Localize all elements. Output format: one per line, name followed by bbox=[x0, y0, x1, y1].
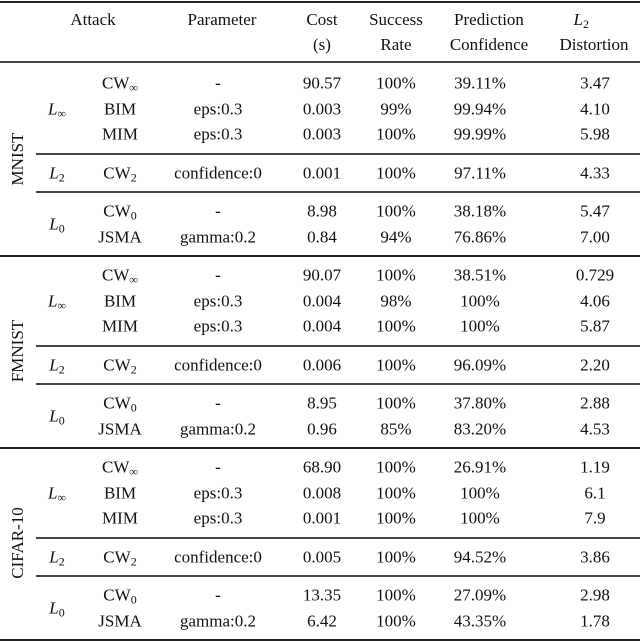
attack-label: CW bbox=[102, 457, 130, 477]
success-cell: 100% bbox=[376, 611, 416, 630]
distortion-cell: 6.1 bbox=[584, 483, 606, 502]
attack-label: JSMA bbox=[98, 611, 142, 630]
group-rule bbox=[36, 191, 640, 193]
attack-name bbox=[102, 318, 138, 335]
attack-name bbox=[102, 265, 138, 287]
norm-label bbox=[49, 598, 65, 620]
group-rule bbox=[36, 383, 640, 385]
attack-name bbox=[98, 420, 141, 437]
success-cell: 100% bbox=[376, 585, 416, 605]
success-cell: 100% bbox=[376, 355, 416, 374]
attack-subscript: 2 bbox=[130, 554, 137, 568]
attack-label: CW bbox=[103, 163, 131, 182]
cost-cell: 0.003 bbox=[302, 124, 342, 144]
group-rule bbox=[36, 153, 640, 155]
header-cost bbox=[306, 7, 337, 57]
attack-label: BIM bbox=[103, 483, 137, 502]
attack-subscript: ∞ bbox=[129, 80, 138, 95]
group-rule bbox=[36, 537, 640, 539]
norm-subscript: 0 bbox=[58, 221, 65, 236]
distortion-cell: 7.9 bbox=[584, 508, 606, 528]
norm-subscript: 0 bbox=[58, 413, 65, 428]
attack-subscript: ∞ bbox=[129, 464, 138, 479]
confidence-cell: 100% bbox=[460, 291, 500, 310]
header-cost-line2: (s) bbox=[313, 35, 331, 54]
param-cell: confidence:0 bbox=[174, 163, 262, 182]
norm-subscript: 0 bbox=[58, 605, 65, 620]
norm-subscript: ∞ bbox=[57, 106, 67, 120]
attack-label: MIM bbox=[102, 508, 138, 528]
distortion-cell: 5.98 bbox=[580, 124, 610, 144]
confidence-cell: 100% bbox=[460, 316, 500, 336]
top-rule bbox=[0, 1, 640, 3]
norm-subscript: 2 bbox=[58, 170, 65, 184]
norm-label bbox=[49, 214, 65, 236]
attack-label: BIM bbox=[103, 291, 137, 310]
cost-cell: 6.42 bbox=[307, 611, 337, 630]
param-cell: - bbox=[215, 585, 221, 605]
attack-name bbox=[102, 126, 138, 143]
success-cell: 100% bbox=[376, 124, 416, 144]
attack-subscript: 0 bbox=[130, 400, 137, 415]
distortion-cell: 2.98 bbox=[580, 585, 610, 605]
cost-cell: 0.008 bbox=[302, 483, 342, 502]
distortion-cell: 4.10 bbox=[580, 99, 610, 118]
success-cell: 100% bbox=[376, 547, 416, 566]
dataset-rule bbox=[0, 255, 640, 257]
attack-subscript: ∞ bbox=[129, 272, 138, 287]
distortion-cell: 5.87 bbox=[580, 316, 610, 336]
success-cell: 85% bbox=[380, 419, 412, 438]
norm-letter: L bbox=[49, 598, 59, 618]
success-cell: 100% bbox=[376, 163, 416, 182]
norm-subscript: ∞ bbox=[57, 298, 67, 312]
norm-label bbox=[49, 406, 65, 428]
norm-subscript: ∞ bbox=[57, 490, 67, 504]
cost-cell: 0.004 bbox=[302, 291, 342, 310]
confidence-cell: 96.09% bbox=[453, 355, 507, 374]
success-cell: 98% bbox=[380, 291, 412, 310]
attack-label: CW bbox=[102, 73, 130, 93]
confidence-cell: 100% bbox=[460, 508, 500, 528]
header-distortion-label: Distortion bbox=[559, 35, 629, 54]
attack-name bbox=[98, 612, 141, 629]
param-cell: gamma:0.2 bbox=[179, 611, 257, 630]
success-cell: 100% bbox=[376, 73, 416, 93]
norm-subscript: 2 bbox=[58, 362, 65, 376]
norm-subscript: 2 bbox=[582, 17, 589, 31]
attack-name bbox=[102, 510, 138, 527]
attack-name bbox=[102, 73, 138, 95]
norm-label bbox=[49, 355, 65, 376]
norm-label bbox=[47, 291, 67, 312]
attack-label: MIM bbox=[102, 316, 138, 336]
attack-name bbox=[104, 100, 136, 117]
attack-subscript: 2 bbox=[130, 362, 137, 376]
distortion-cell: 1.78 bbox=[580, 611, 610, 630]
cost-cell: 90.07 bbox=[302, 265, 342, 285]
attack-subscript: 2 bbox=[130, 170, 137, 184]
norm-letter: L bbox=[573, 10, 583, 29]
success-cell: 94% bbox=[380, 227, 412, 246]
param-cell: eps:0.3 bbox=[193, 316, 243, 336]
distortion-cell: 3.47 bbox=[580, 73, 610, 93]
attack-label: JSMA bbox=[98, 227, 142, 246]
success-cell: 100% bbox=[376, 393, 416, 413]
attack-label: CW bbox=[103, 355, 131, 374]
confidence-cell: 76.86% bbox=[453, 227, 507, 246]
attack-name bbox=[103, 355, 137, 376]
attack-name bbox=[103, 201, 137, 223]
param-cell: confidence:0 bbox=[174, 355, 262, 374]
cost-cell: 8.98 bbox=[307, 201, 337, 221]
norm-letter: L bbox=[47, 483, 58, 502]
attack-label: CW bbox=[103, 585, 131, 605]
param-cell: - bbox=[215, 393, 221, 413]
distortion-cell: 1.19 bbox=[580, 457, 610, 477]
confidence-cell: 38.18% bbox=[453, 201, 507, 221]
attack-label: JSMA bbox=[98, 419, 142, 438]
norm-letter: L bbox=[49, 163, 59, 182]
attack-name bbox=[103, 163, 137, 184]
confidence-cell: 99.99% bbox=[453, 124, 507, 144]
success-cell: 100% bbox=[376, 508, 416, 528]
group-rule bbox=[36, 345, 640, 347]
distortion-cell: 5.47 bbox=[580, 201, 610, 221]
attack-name bbox=[98, 228, 141, 245]
norm-letter: L bbox=[49, 406, 59, 426]
cost-cell: 0.006 bbox=[302, 355, 342, 374]
confidence-cell: 99.94% bbox=[453, 99, 507, 118]
cost-cell: 13.35 bbox=[302, 585, 342, 605]
attack-name bbox=[103, 547, 137, 568]
header-distortion-norm bbox=[560, 7, 629, 32]
success-cell: 100% bbox=[376, 201, 416, 221]
attack-label: CW bbox=[103, 201, 131, 221]
header-rule bbox=[0, 61, 640, 63]
attack-subscript: 0 bbox=[130, 592, 137, 607]
header-success-rate bbox=[369, 7, 423, 57]
cost-cell: 8.95 bbox=[307, 393, 337, 413]
param-cell: eps:0.3 bbox=[193, 99, 243, 118]
attack-subscript: 0 bbox=[130, 208, 137, 223]
success-cell: 100% bbox=[376, 265, 416, 285]
confidence-cell: 43.35% bbox=[453, 611, 507, 630]
confidence-cell: 94.52% bbox=[453, 547, 507, 566]
cost-cell: 0.001 bbox=[302, 508, 342, 528]
param-cell: eps:0.3 bbox=[193, 291, 243, 310]
confidence-cell: 26.91% bbox=[453, 457, 507, 477]
dataset-rule bbox=[0, 447, 640, 449]
confidence-cell: 27.09% bbox=[453, 585, 507, 605]
attack-label: CW bbox=[102, 265, 130, 285]
norm-letter: L bbox=[47, 291, 58, 310]
dataset-label: CIFAR-10 bbox=[8, 507, 27, 579]
norm-letter: L bbox=[49, 547, 59, 566]
param-cell: eps:0.3 bbox=[193, 483, 243, 502]
distortion-cell: 0.729 bbox=[575, 265, 615, 285]
attack-name bbox=[104, 484, 136, 501]
param-cell: eps:0.3 bbox=[193, 124, 243, 144]
distortion-cell: 2.20 bbox=[580, 355, 610, 374]
cost-cell: 0.004 bbox=[302, 316, 342, 336]
attack-label: MIM bbox=[102, 124, 138, 144]
distortion-cell: 4.06 bbox=[580, 291, 610, 310]
header-parameter: Parameter bbox=[187, 10, 257, 29]
attack-name bbox=[104, 292, 136, 309]
dataset-label: MNIST bbox=[8, 132, 27, 186]
norm-label bbox=[49, 163, 65, 184]
norm-letter: L bbox=[49, 214, 59, 234]
success-cell: 100% bbox=[376, 483, 416, 502]
cost-cell: 90.57 bbox=[302, 73, 342, 93]
param-cell: - bbox=[215, 457, 221, 477]
confidence-cell: 83.20% bbox=[453, 419, 507, 438]
param-cell: - bbox=[215, 73, 221, 93]
success-cell: 100% bbox=[376, 316, 416, 336]
confidence-cell: 38.51% bbox=[453, 265, 507, 285]
header-l2-distortion bbox=[560, 7, 629, 57]
header-confidence-line2: Confidence bbox=[449, 35, 529, 54]
distortion-cell: 2.88 bbox=[580, 393, 610, 413]
attack-name bbox=[102, 457, 138, 479]
param-cell: eps:0.3 bbox=[193, 508, 243, 528]
group-rule bbox=[36, 575, 640, 577]
distortion-cell: 3.86 bbox=[580, 547, 610, 566]
cost-cell: 0.96 bbox=[307, 419, 337, 438]
param-cell: gamma:0.2 bbox=[179, 227, 257, 246]
header-prediction-confidence bbox=[450, 7, 528, 57]
distortion-cell: 4.33 bbox=[580, 163, 610, 182]
norm-label bbox=[47, 99, 67, 120]
header-confidence-line1: Prediction bbox=[454, 10, 524, 29]
header-attack: Attack bbox=[70, 10, 116, 29]
distortion-cell: 7.00 bbox=[580, 227, 610, 246]
cost-cell: 0.84 bbox=[307, 227, 337, 246]
header-success-line2: Rate bbox=[380, 35, 412, 54]
norm-letter: L bbox=[47, 99, 58, 118]
dataset-label: FMNIST bbox=[8, 319, 27, 383]
distortion-cell: 4.53 bbox=[580, 419, 610, 438]
norm-label bbox=[49, 547, 65, 568]
attack-label: BIM bbox=[103, 99, 137, 118]
cost-cell: 0.005 bbox=[302, 547, 342, 566]
success-cell: 99% bbox=[380, 99, 412, 118]
cost-cell: 0.001 bbox=[302, 163, 342, 182]
confidence-cell: 37.80% bbox=[453, 393, 507, 413]
param-cell: - bbox=[215, 265, 221, 285]
param-cell: - bbox=[215, 201, 221, 221]
norm-label bbox=[47, 483, 67, 504]
cost-cell: 0.003 bbox=[302, 99, 342, 118]
norm-letter: L bbox=[49, 355, 59, 374]
confidence-cell: 39.11% bbox=[454, 73, 506, 93]
header-cost-line1: Cost bbox=[306, 10, 338, 29]
cost-cell: 68.90 bbox=[302, 457, 342, 477]
confidence-cell: 100% bbox=[460, 483, 500, 502]
header-success-line1: Success bbox=[369, 10, 423, 29]
attack-name bbox=[103, 393, 137, 415]
success-cell: 100% bbox=[376, 457, 416, 477]
norm-subscript: 2 bbox=[58, 554, 65, 568]
param-cell: confidence:0 bbox=[174, 547, 262, 566]
attack-label: CW bbox=[103, 547, 131, 566]
confidence-cell: 97.11% bbox=[454, 163, 506, 182]
attack-label: CW bbox=[103, 393, 131, 413]
attack-name bbox=[103, 585, 137, 607]
param-cell: gamma:0.2 bbox=[179, 419, 257, 438]
